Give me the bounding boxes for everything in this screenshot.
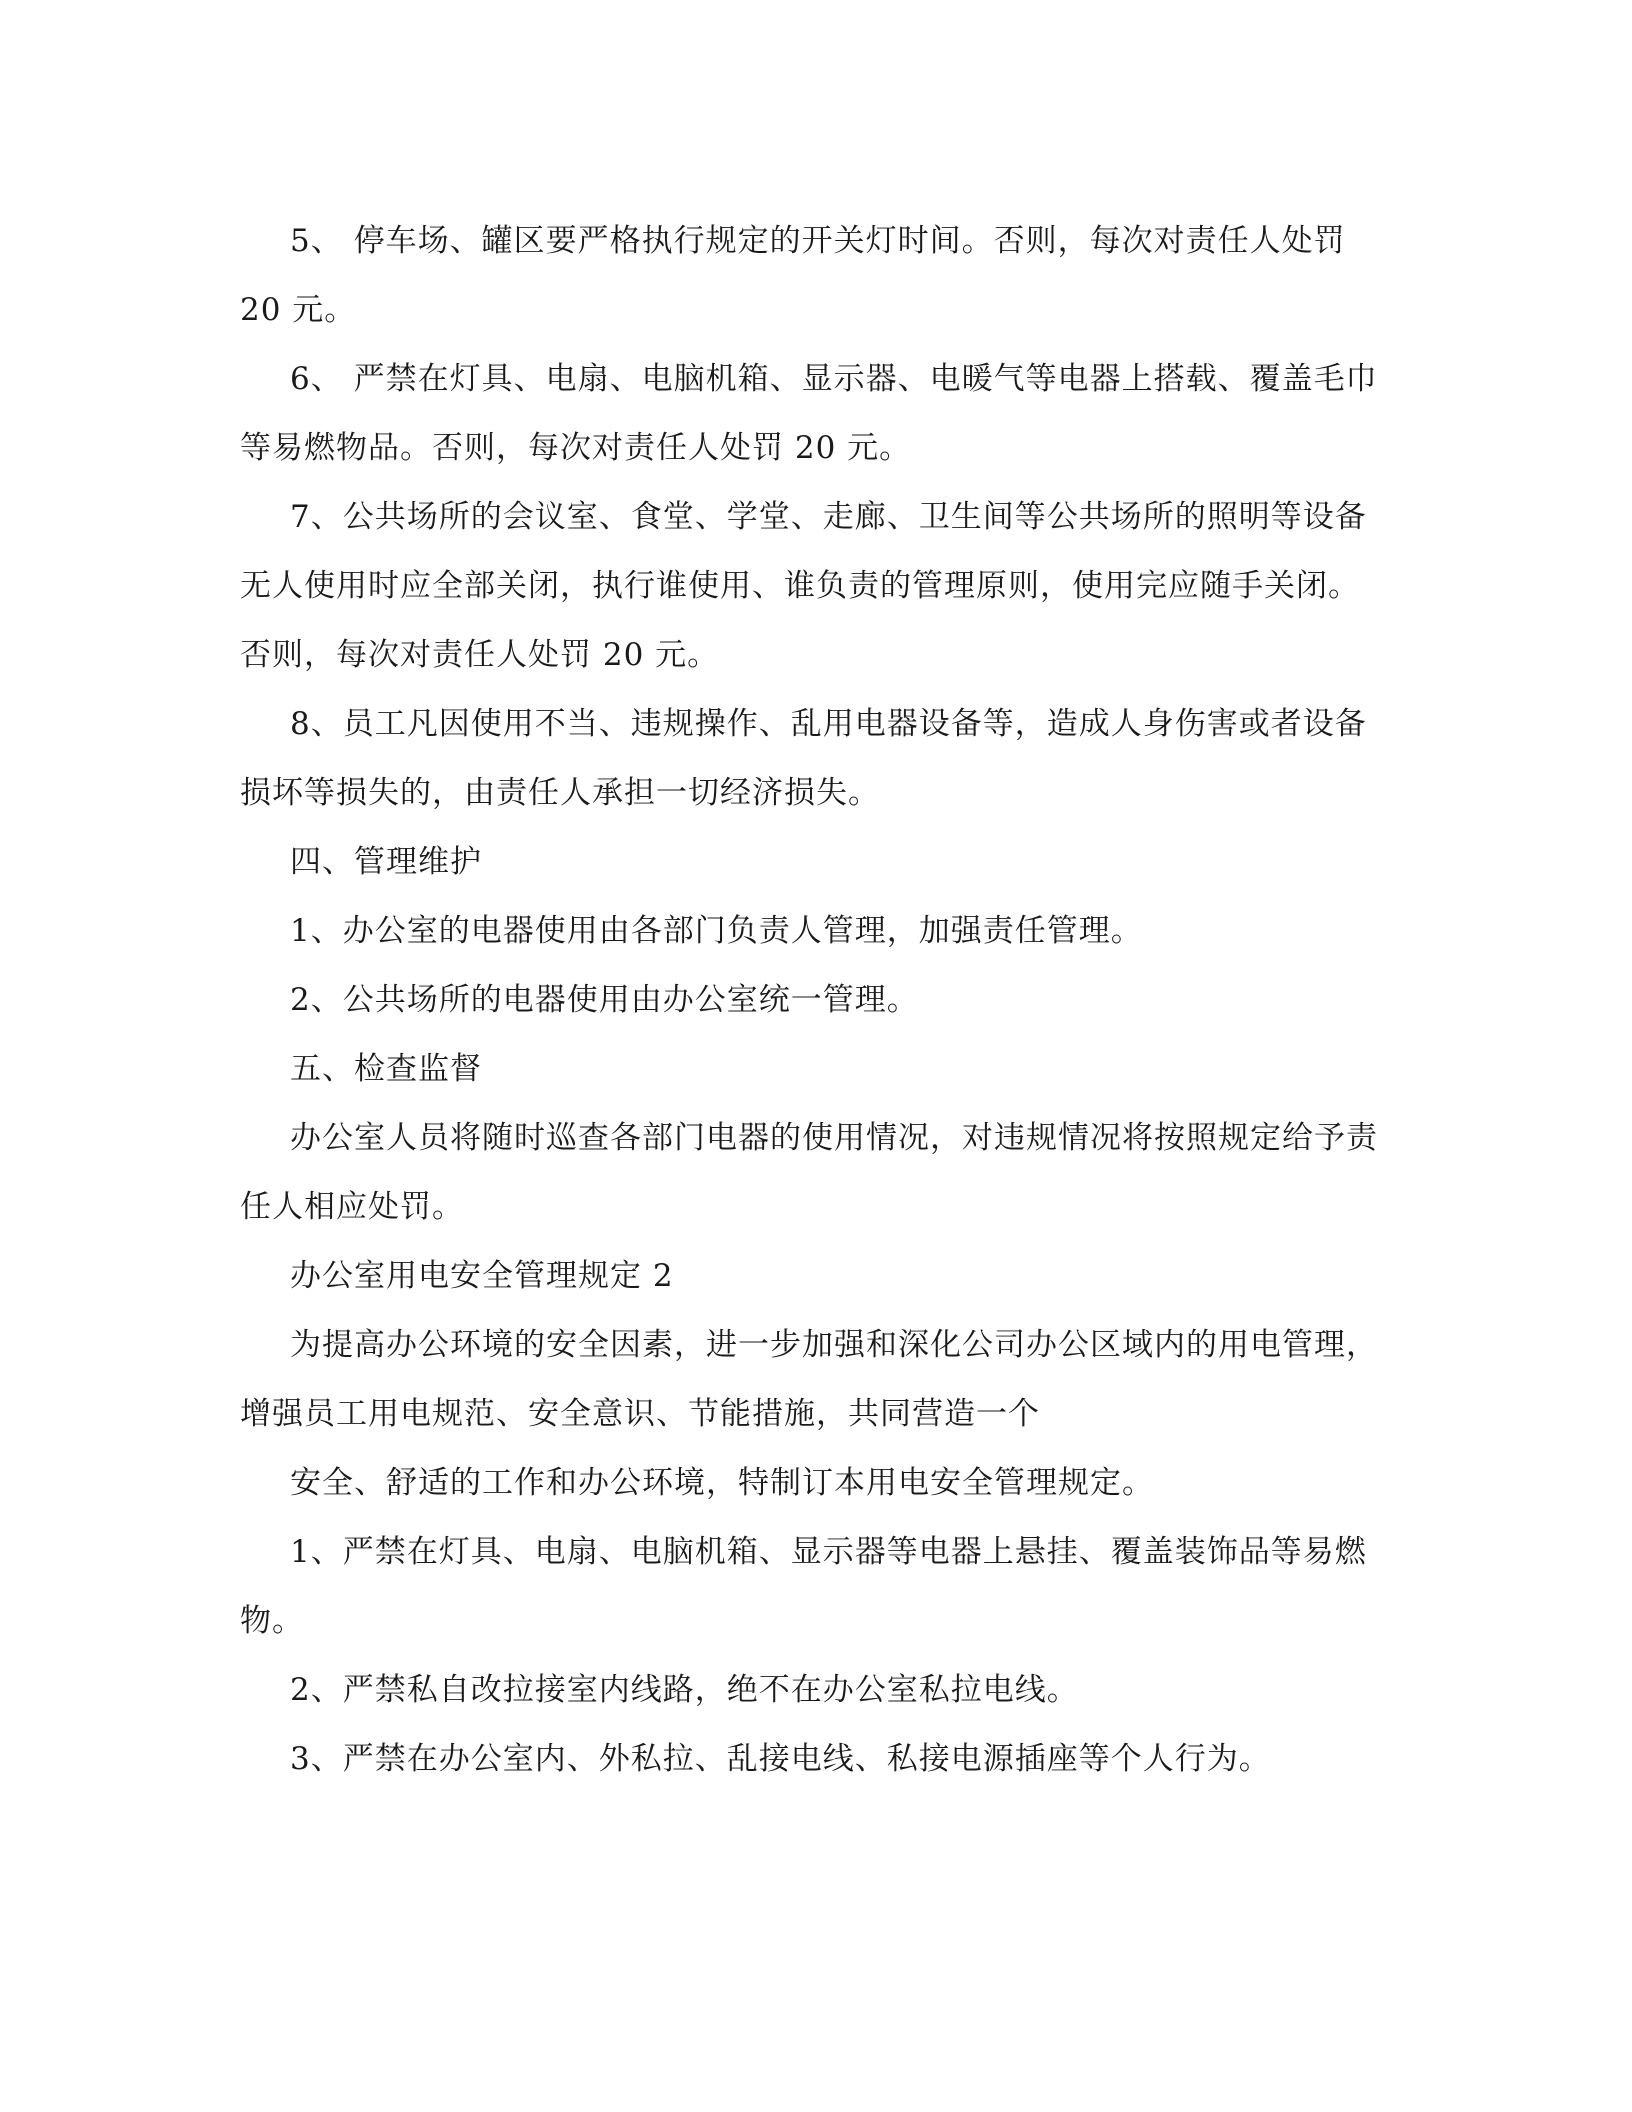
document-body <box>240 207 1390 1794</box>
rule-7-paragraph: 7、公共场所的会议室、食堂、学堂、走廊、卫生间等公共场所的照明等设备无人使用时应全部关闭，执行谁使用、谁负责的管理原则，使用完应随手关闭。否则，每次对责任人处罚 20 元。 <box>240 499 1367 673</box>
section-4-heading: 四、管理维护 <box>290 844 482 880</box>
intro-paragraph: 为提高办公环境的安全因素，进一步加强和深化公司办公区域内的用电管理，增强员工用电规范、安全意识、节能措施，共同营造一个 <box>240 1327 1378 1432</box>
regulation-2-title: 办公室用电安全管理规定 2 <box>290 1258 674 1294</box>
regulation-2-rule-3: 3、严禁在办公室内、外私拉、乱接电线、私接电源插座等个人行为。 <box>290 1741 1271 1777</box>
section-5-heading: 五、检查监督 <box>290 1051 482 1087</box>
rule-6-paragraph: 6、 严禁在灯具、电扇、电脑机箱、显示器、电暖气等电器上搭载、覆盖毛巾等易燃物品。否则，每次对责任人处罚 20 元。 <box>240 361 1378 466</box>
maintenance-item-2: 2、公共场所的电器使用由办公室统一管理。 <box>290 982 919 1018</box>
maintenance-item-1: 1、办公室的电器使用由各部门负责人管理，加强责任管理。 <box>290 913 1143 949</box>
regulation-2-rule-1: 1、严禁在灯具、电扇、电脑机箱、显示器等电器上悬挂、覆盖装饰品等易燃物。 <box>240 1534 1367 1639</box>
rule-8-paragraph: 8、员工凡因使用不当、违规操作、乱用电器设备等，造成人身伤害或者设备损坏等损失的，由责任人承担一切经济损失。 <box>240 706 1367 811</box>
supervision-paragraph: 办公室人员将随时巡查各部门电器的使用情况，对违规情况将按照规定给予责任人相应处罚。 <box>240 1120 1378 1225</box>
rule-5-paragraph: 5、 停车场、罐区要严格执行规定的开关灯时间。否则，每次对责任人处罚 20 元。 <box>240 223 1346 328</box>
regulation-2-rule-2: 2、严禁私自改拉接室内线路，绝不在办公室私拉电线。 <box>290 1672 1079 1708</box>
intro-continuation: 安全、舒适的工作和办公环境，特制订本用电安全管理规定。 <box>290 1465 1154 1501</box>
